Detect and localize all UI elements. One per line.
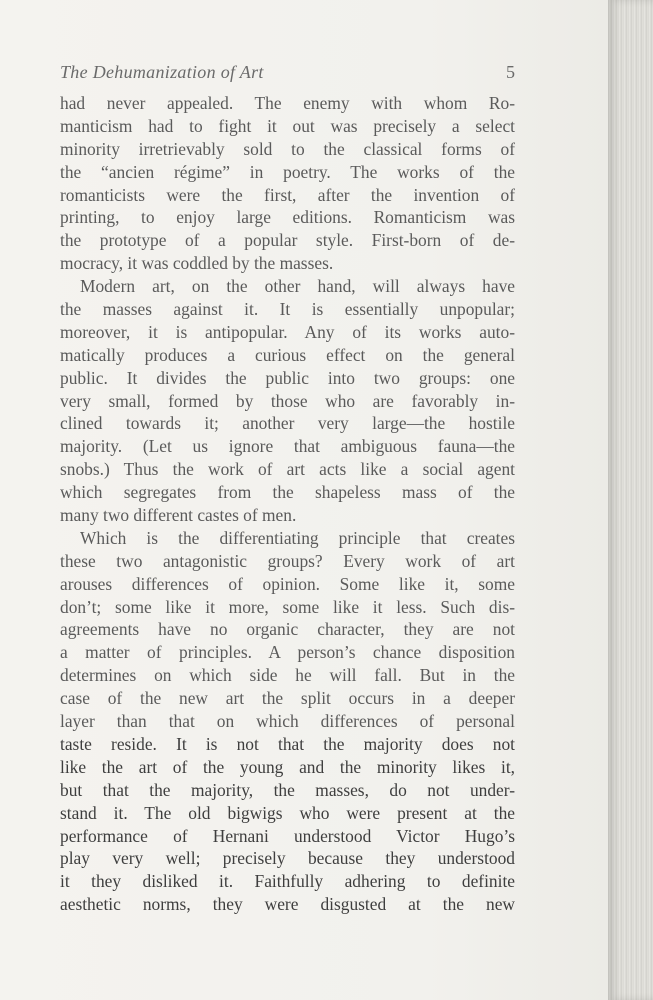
text-line: romanticists were the first, after the invention of bbox=[60, 184, 515, 205]
text-line: like the art of the young and the minority likes it, bbox=[60, 756, 515, 777]
text-line: taste reside. It is not that the majority does not bbox=[60, 733, 515, 754]
text-line: which segregates from the shapeless mass of the bbox=[60, 482, 515, 503]
text-line: the “ancien régime” in poetry. The works of the bbox=[60, 161, 515, 182]
page-edge bbox=[608, 0, 653, 1000]
text-line: Modern art, on the other hand, will always have bbox=[80, 276, 515, 297]
text-line: aesthetic norms, they were disgusted at the new bbox=[60, 894, 515, 915]
text-line: clined towards it; another very large—the hostile bbox=[60, 413, 515, 434]
text-line: but that the majority, the masses, do not under- bbox=[60, 779, 515, 800]
text-line: matically produces a curious effect on the general bbox=[60, 344, 515, 365]
text-line: snobs.) Thus the work of art acts like a social agent bbox=[60, 459, 515, 480]
text-line: it they disliked it. Faithfully adhering to definite bbox=[60, 871, 515, 892]
text-line: manticism had to fight it out was precisely a select bbox=[60, 115, 515, 136]
running-head bbox=[60, 62, 515, 88]
text-line: moreover, it is antipopular. Any of its works auto- bbox=[60, 321, 515, 342]
page-number: 5 bbox=[506, 62, 515, 82]
text-line: Which is the differentiating principle that creates bbox=[80, 527, 515, 548]
text-line: these two antagonistic groups? Every work of art bbox=[60, 550, 515, 571]
text-line: determines on which side he will fall. But in the bbox=[60, 665, 515, 686]
text-line: very small, formed by those who are favorably in- bbox=[60, 390, 515, 411]
text-line: minority irretrievably sold to the classical forms of bbox=[60, 138, 515, 159]
running-title: The Dehumanization of Art bbox=[60, 62, 264, 82]
body-text bbox=[60, 92, 515, 916]
text-line: many two different castes of men. bbox=[60, 505, 297, 526]
text-line: play very well; precisely because they understood bbox=[60, 848, 515, 869]
text-line: performance of Hernani understood Victor Hugo’s bbox=[60, 825, 515, 846]
text-line: layer than that on which differences of personal bbox=[60, 711, 515, 732]
text-line: public. It divides the public into two groups: one bbox=[60, 367, 515, 388]
text-line: majority. (Let us ignore that ambiguous fauna—the bbox=[60, 436, 515, 457]
text-line: mocracy, it was coddled by the masses. bbox=[60, 253, 334, 274]
text-line: printing, to enjoy large editions. Romanticism was bbox=[60, 207, 515, 228]
text-line: the prototype of a popular style. First-born of de- bbox=[60, 230, 515, 251]
text-line: case of the new art the split occurs in a deeper bbox=[60, 688, 515, 709]
text-line: don’t; some like it more, some like it less. Such dis- bbox=[60, 596, 515, 617]
text-line: stand it. The old bigwigs who were present at the bbox=[60, 802, 515, 823]
text-line: arouses differences of opinion. Some like it, some bbox=[60, 573, 515, 594]
text-line: had never appealed. The enemy with whom Ro- bbox=[60, 93, 515, 113]
text-line: a matter of principles. A person’s chance disposition bbox=[60, 642, 515, 663]
text-line: the masses against it. It is essentially unpopular; bbox=[60, 299, 515, 320]
text-line: agreements have no organic character, they are not bbox=[60, 619, 515, 640]
